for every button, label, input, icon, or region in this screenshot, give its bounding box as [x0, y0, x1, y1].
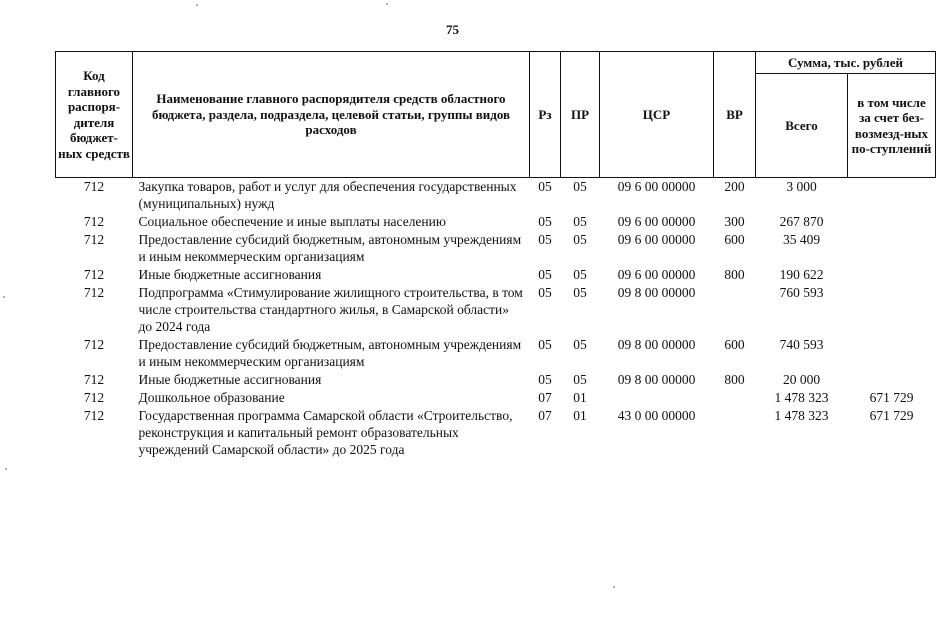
cell-rz: 07 — [538, 390, 552, 405]
cell-name: Предоставление субсидий бюджетным, автономным учреждениям и иным некоммерческим организациям — [138, 337, 522, 369]
cell-free — [848, 178, 936, 214]
cell-vr: 200 — [724, 179, 745, 194]
cell-total: 3 000 — [786, 179, 817, 194]
cell-name: Иные бюджетные ассигнования — [138, 372, 322, 387]
cell-total: 1 478 323 — [774, 408, 829, 423]
cell-csr: 09 6 00 00000 — [617, 267, 696, 282]
cell-csr: 43 0 00 00000 — [617, 408, 696, 423]
cell-csr: 09 6 00 00000 — [617, 232, 696, 247]
cell-code: 712 — [83, 390, 105, 405]
cell-csr: 09 6 00 00000 — [617, 214, 696, 229]
cell-vr: 600 — [724, 337, 745, 352]
header-rz: Рз — [530, 52, 561, 178]
table-header — [56, 52, 936, 178]
cell-csr: 09 8 00 00000 — [617, 337, 696, 352]
cell-rz: 05 — [538, 179, 552, 194]
scan-speck — [386, 3, 388, 5]
cell-free — [848, 284, 936, 336]
table-row — [56, 213, 936, 231]
table-row — [56, 389, 936, 407]
cell-pr: 05 — [573, 285, 587, 300]
cell-pr: 05 — [573, 214, 587, 229]
scan-speck — [196, 4, 198, 6]
cell-name: Иные бюджетные ассигнования — [138, 267, 322, 282]
table-row — [56, 284, 936, 336]
table-row — [56, 336, 936, 371]
cell-csr: 09 8 00 00000 — [617, 285, 696, 300]
header-total: Всего — [756, 74, 848, 178]
cell-pr: 05 — [573, 372, 587, 387]
budget-table — [55, 51, 936, 459]
cell-code: 712 — [83, 232, 105, 247]
cell-pr: 05 — [573, 267, 587, 282]
cell-free: 671 729 — [869, 390, 914, 405]
scan-speck — [5, 468, 7, 470]
header-name: Наименование главного распорядителя средств областного бюджета, раздела, подраздела, целевой статьи, группы видов расходов — [133, 52, 530, 178]
header-free: в том числе за счет без-возмезд-ных по-ступлений — [848, 74, 936, 178]
cell-name: Закупка товаров, работ и услуг для обеспечения государственных (муниципальных) нужд — [138, 179, 517, 211]
header-code: Код главного распоря-дителя бюджет-ных средств — [56, 52, 133, 178]
table-body — [56, 178, 936, 460]
cell-name: Социальное обеспечение и иные выплаты населению — [138, 214, 446, 229]
cell-vr: 600 — [724, 232, 745, 247]
scan-speck — [3, 296, 5, 298]
cell-pr: 01 — [573, 408, 587, 423]
cell-vr: 800 — [724, 267, 745, 282]
cell-rz: 05 — [538, 372, 552, 387]
cell-pr: 01 — [573, 390, 587, 405]
cell-name: Дошкольное образование — [138, 390, 285, 405]
cell-rz: 05 — [538, 214, 552, 229]
cell-pr: 05 — [573, 337, 587, 352]
cell-code: 712 — [83, 179, 105, 194]
cell-rz: 05 — [538, 285, 552, 300]
cell-code: 712 — [83, 372, 105, 387]
cell-code: 712 — [83, 285, 105, 300]
cell-free — [848, 266, 936, 284]
cell-vr — [714, 284, 756, 336]
header-vr: ВР — [714, 52, 756, 178]
scan-speck — [613, 586, 615, 588]
cell-total: 267 870 — [779, 214, 824, 229]
cell-total: 35 409 — [782, 232, 821, 247]
cell-code: 712 — [83, 408, 105, 423]
cell-rz: 07 — [538, 408, 552, 423]
cell-rz: 05 — [538, 337, 552, 352]
table-row — [56, 371, 936, 389]
cell-pr: 05 — [573, 179, 587, 194]
cell-total: 740 593 — [779, 337, 824, 352]
cell-name: Государственная программа Самарской области «Строительство, реконструкция и капитальный ремонт образовательных учреждений Самарской области» до 2025 года — [138, 408, 513, 457]
cell-free — [848, 231, 936, 266]
cell-pr: 05 — [573, 232, 587, 247]
table-row — [56, 178, 936, 214]
header-csr: ЦСР — [600, 52, 714, 178]
cell-rz: 05 — [538, 267, 552, 282]
cell-total: 20 000 — [782, 372, 821, 387]
header-sum: Сумма, тыс. рублей — [756, 52, 936, 74]
cell-vr — [714, 389, 756, 407]
cell-free: 671 729 — [869, 408, 914, 423]
cell-total: 760 593 — [779, 285, 824, 300]
cell-vr — [714, 407, 756, 459]
cell-vr: 300 — [724, 214, 745, 229]
cell-name: Подпрограмма «Стимулирование жилищного строительства, в том числе строительства стандартного жилья, в Самарской области» до 2024 года — [138, 285, 523, 334]
cell-code: 712 — [83, 267, 105, 282]
cell-total: 190 622 — [779, 267, 824, 282]
cell-rz: 05 — [538, 232, 552, 247]
cell-total: 1 478 323 — [774, 390, 829, 405]
cell-code: 712 — [83, 337, 105, 352]
page-number: 75 — [446, 22, 459, 37]
cell-free — [848, 213, 936, 231]
cell-code: 712 — [83, 214, 105, 229]
header-pr: ПР — [561, 52, 600, 178]
table-row — [56, 407, 936, 459]
cell-free — [848, 336, 936, 371]
cell-name: Предоставление субсидий бюджетным, автономным учреждениям и иным некоммерческим организациям — [138, 232, 522, 264]
cell-csr — [600, 389, 714, 407]
cell-csr: 09 8 00 00000 — [617, 372, 696, 387]
table-row — [56, 231, 936, 266]
cell-free — [848, 371, 936, 389]
cell-vr: 800 — [724, 372, 745, 387]
cell-csr: 09 6 00 00000 — [617, 179, 696, 194]
table-row — [56, 266, 936, 284]
